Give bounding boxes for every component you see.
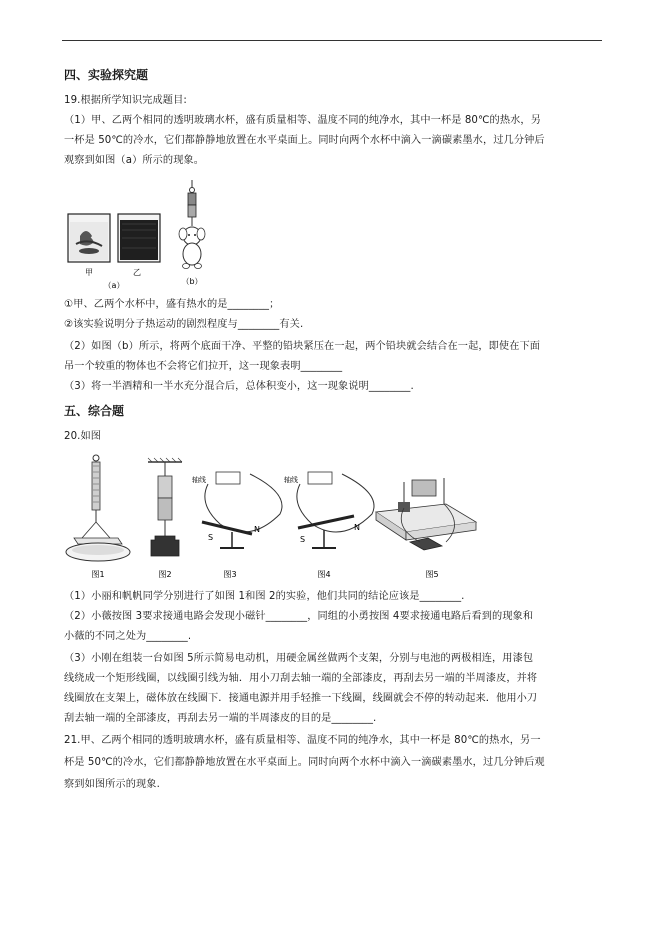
q20-p3-line2: 线绕成一个矩形线圈，以线圈引线为轴．用小刀刮去轴一端的全部漆皮，再刮去另一端的半周漆皮，并将 [64, 673, 538, 684]
q20-figures [62, 452, 482, 584]
figure-2-lead-cylinders [148, 458, 182, 556]
figure-5-simple-motor [376, 478, 476, 550]
q19-figure-a-b [62, 178, 232, 292]
q20-p2-line1: （2）小薇按图 3要求接通电路会发现小磁针________，同组的小勇按图 4要求接通电路后看到的现象和 [64, 611, 534, 622]
caption-fig2: 图2 [158, 570, 172, 579]
section-4-title: 四、实验探究题 [64, 68, 149, 82]
caption-fig5: 图5 [425, 570, 439, 579]
q19-p2-line2: 吊一个较重的物体也不会将它们拉开，这一现象表明________ [64, 361, 343, 372]
cup-jia-figure [68, 214, 110, 262]
svg-text:轴线: 轴线 [284, 476, 298, 484]
figure-3-oersted [192, 472, 282, 548]
svg-text:N: N [254, 525, 260, 534]
q19-p1-line3: 观察到如图（a）所示的现象。 [64, 155, 205, 166]
q20-intro: 20.如图 [64, 431, 102, 442]
caption-fig1: 图1 [91, 570, 105, 579]
q20-p1: （1）小丽和帆帆同学分别进行了如图 1和图 2的实验，他们共同的结论应该是________. [64, 591, 465, 602]
q20-p2-line2: 小薇的不同之处为________. [64, 631, 192, 642]
q19-p2-line1: （2）如图（b）所示，将两个底面干净、平整的铅块紧压在一起，两个铅块就会结合在一起，即使在下面 [64, 341, 541, 352]
q19-sub1: ①甲、乙两个水杯中，盛有热水的是________； [64, 299, 280, 310]
q19-p1-line2: 一杯是 50℃的冷水，它们都静静地放置在水平桌面上。同时向两个水杯中滴入一滴碳素墨水，过几分钟后 [64, 135, 545, 146]
figure-1-spring-scale [66, 455, 130, 561]
caption-fig3: 图3 [223, 570, 237, 579]
q19-p1-line1: （1）甲、乙两个相同的透明玻璃水杯，盛有质量相等、温度不同的纯净水，其中一杯是 80℃的热水，另 [64, 115, 541, 126]
q19-intro: 19.根据所学知识完成题目: [64, 95, 187, 106]
q19-sub2: ②该实验说明分子热运动的剧烈程度与________有关. [64, 319, 304, 330]
svg-text:轴线: 轴线 [192, 476, 206, 484]
caption-fig4: 图4 [317, 570, 331, 579]
q20-p3-line1: （3）小刚在组装一台如图 5所示简易电动机，用硬金属丝做两个支架，分别与电池的两极相连，用漆包 [64, 653, 534, 664]
section-5-title: 五、综合题 [64, 404, 125, 418]
q21-line3: 察到如图所示的现象. [64, 779, 160, 790]
label-yi: 乙 [133, 268, 141, 277]
caption-b: （b） [181, 277, 203, 286]
q20-p3-line3: 线圈放在支架上，磁体放在线圈下．接通电源并用手轻推一下线圈，线圈就会不停的转动起来．他用小刀 [64, 693, 538, 704]
q21-line1: 21.甲、乙两个相同的透明玻璃水杯，盛有质量相等、温度不同的纯净水，其中一杯是 80℃的热水，另一 [64, 735, 541, 746]
label-jia: 甲 [85, 268, 93, 277]
caption-a: （a） [103, 281, 125, 290]
svg-text:N: N [354, 523, 360, 532]
cup-yi-figure [118, 214, 160, 262]
svg-text:S: S [300, 535, 306, 544]
q21-line2: 杯是 50℃的冷水，它们都静静地放置在水平桌面上。同时向两个水杯中滴入一滴碳素墨水，过几分钟后观 [64, 757, 545, 768]
q19-p3: （3）将一半酒精和一半水充分混合后，总体积变小，这一现象说明________. [64, 381, 414, 392]
svg-text:S: S [208, 533, 214, 542]
figure-4-oersted-reversed [284, 472, 374, 548]
q20-p3-line4: 刮去轴一端的全部漆皮，再刮去另一端的半周漆皮的目的是________. [64, 713, 377, 724]
header-rule [62, 40, 602, 41]
lead-blocks-figure [179, 180, 205, 269]
